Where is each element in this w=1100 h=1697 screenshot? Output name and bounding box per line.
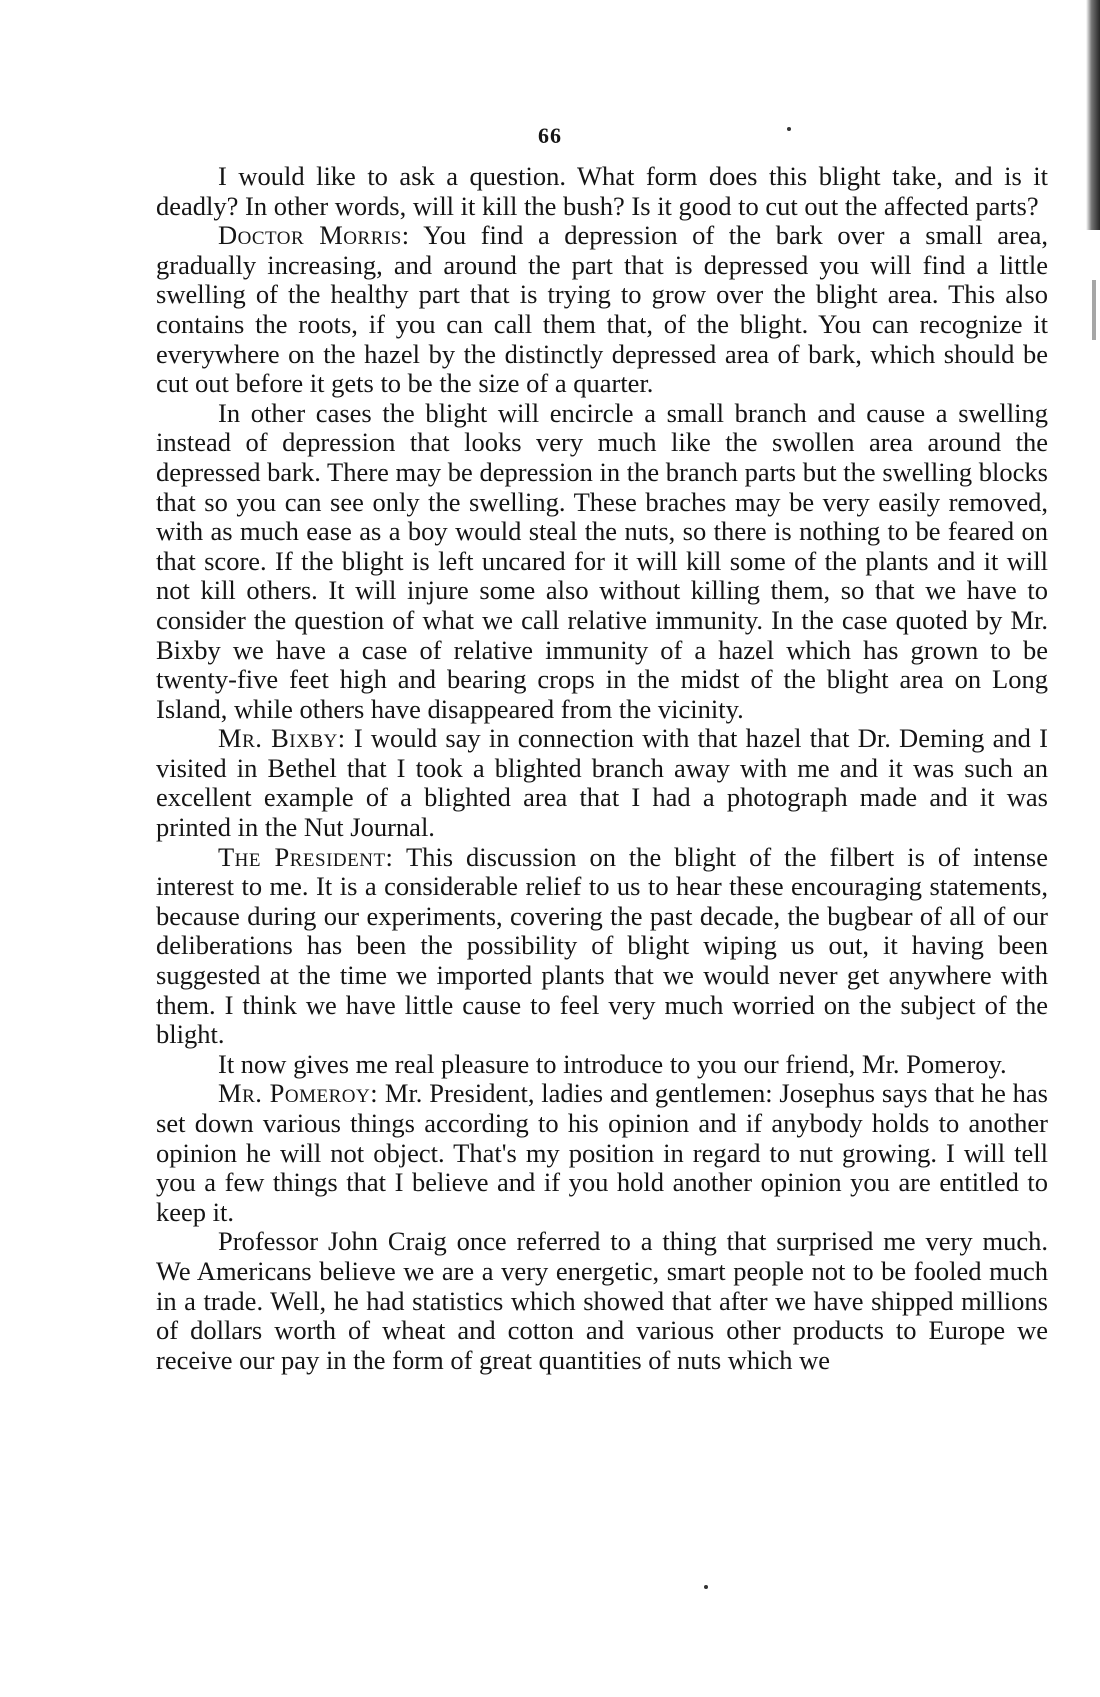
scan-edge-mark xyxy=(1092,280,1096,340)
paragraph xyxy=(156,399,1048,725)
paragraph-text: It now gives me real pleasure to introduce to you our friend, Mr. Pomeroy. xyxy=(218,1048,1007,1079)
speaker-name: Doctor Morris: xyxy=(218,220,410,251)
paragraph xyxy=(156,1050,1048,1080)
speaker-name: Mr. Bixby: xyxy=(218,723,346,754)
paragraph-text: I would like to ask a question. What form does this blight take, and is it deadly? In other words, will it kill the bush? Is it good to cut out the affected parts? xyxy=(156,161,1048,221)
scan-speck xyxy=(704,1585,708,1589)
paragraph-text: In other cases the blight will encircle a small branch and cause a swelling instead of depression that looks very much like the swollen area around the depressed bark. There may be depression in the branch parts but the swelling blocks that so you can see only the swelling. These braches may be very easily removed, with as much ease as a boy would steal the nuts, so there is nothing to be feared on that score. If the blight is left uncared for it will kill some of the plants and it will not kill others. It will injure some also without killing them, so that we have to consider the question of what we call relative immunity. In the case quoted by Mr. Bixby we have a case of relative immunity of a hazel which has grown to be twenty-five feet high and bearing crops in the midst of the blight area on Long Island, while others have disappeared from the vicinity. xyxy=(156,397,1048,724)
paragraph-text: This discussion on the blight of the filbert is of intense interest to me. It is a considerable relief to us to hear these encouraging statements, because during our experiments, covering the past decade, the bugbear of all of our deliberations has been the possibility of blight wiping us out, it having been suggested at the time we imported plants that we would never get anywhere with them. I think we have little cause to feel very much worried on the subject of the blight. xyxy=(156,841,1049,1050)
body-text xyxy=(156,162,1048,1375)
paragraph-text: You find a depression of the bark over a small area, gradually increasing, and around the part that is depressed you will find a little swelling of the healthy part that is trying to grow over the blight area. This also contains the roots, if you can call them that, of the blight. You can recognize it everywhere on the hazel by the distinctly depressed area of bark, which should be cut out before it gets to be the size of a quarter. xyxy=(156,220,1048,399)
paragraph xyxy=(156,724,1048,842)
paragraph-text: Professor John Craig once referred to a thing that surprised me very much. We Americans believe we are a very energetic, smart people not to be fooled much in a trade. Well, he had statistics which showed that after we have shipped millions of dollars worth of wheat and cotton and various other products to Europe we receive our pay in the form of great quantities of nuts which we xyxy=(156,1226,1048,1375)
speaker-name: The President: xyxy=(218,841,394,872)
speaker-name: Mr. Pomeroy: xyxy=(218,1078,379,1109)
page-number: 66 xyxy=(538,123,562,148)
scan-edge-shadow xyxy=(1086,0,1100,230)
paragraph xyxy=(156,221,1048,399)
paragraph xyxy=(156,162,1048,221)
paragraph-text: Mr. President, ladies and gentlemen: Josephus says that he has set down various things according to his opinion and if anybody holds to another opinion he will not object. That's my position in regard to nut growing. I will tell you a few things that I believe and if you hold another opinion you are entitled to keep it. xyxy=(156,1078,1048,1227)
paragraph xyxy=(156,1227,1048,1375)
paragraph xyxy=(156,1079,1048,1227)
paragraph-text: I would say in connection with that hazel that Dr. Deming and I visited in Bethel that I took a blighted branch away with me and it was such an excellent example of a blighted area that I had a photograph made and it was printed in the Nut Journal. xyxy=(156,723,1048,843)
paragraph xyxy=(156,843,1048,1050)
